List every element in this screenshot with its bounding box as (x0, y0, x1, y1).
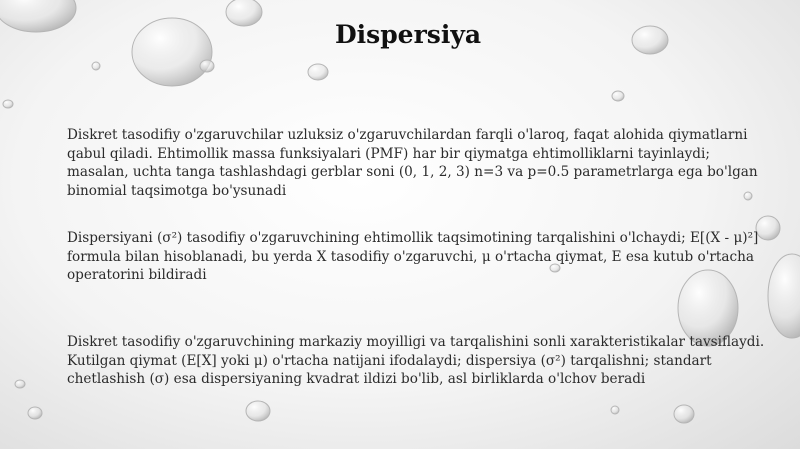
slide-title: Dispersiya (334, 20, 482, 49)
water-drop (612, 91, 624, 101)
water-drop (200, 60, 214, 72)
water-drop (246, 401, 270, 421)
paragraph-discrete-variables: Diskret tasodifiy o'zgaruvchilar uzluksiz o'zgaruvchilardan farqli o'laroq, faqat alohida qiymatlarni qabul qiladi. Ehtimollik massa funksiyalari (PMF) har bir qiymatga ehtimolliklarni tayinlaydi; masalan, uchta tanga tashlashdagi gerblar soni (0, 1, 2, 3) n=3 va p=0.5 parametrlarga ega bo'lgan binomial taqsimotga bo'ysunadi (67, 127, 758, 199)
paragraph-numeric-characteristics: Diskret tasodifiy o'zgaruvchining markaziy moyilligi va tarqalishini sonli xarakteristikalar tavsiflaydi. Kutilgan qiymat (E[X] yoki μ) o'rtacha natijani ifodalaydi; dispersiya (σ²) tarqalishni; standart chetlashish (σ) esa dispersiyaning kvadrat ildizi bo'lib, asl birliklarda o'lchov beradi (67, 334, 765, 387)
water-drop (308, 64, 328, 80)
water-drop (15, 380, 25, 388)
water-drop (768, 254, 800, 338)
water-drop (611, 406, 619, 414)
water-drop (674, 405, 694, 423)
water-drop (92, 62, 100, 70)
paragraph-variance-definition: Dispersiyani (σ²) tasodifiy o'zgaruvchining ehtimollik taqsimotining tarqalishini o'lchaydi; E[(X - μ)²] formula bilan hisoblanadi, bu yerda X tasodifiy o'zgaruvchi, μ o'rtacha qiymat, E esa kutub o'rtacha operatorini bildiradi (67, 230, 759, 283)
water-drop (28, 407, 42, 419)
water-drop (3, 100, 13, 108)
